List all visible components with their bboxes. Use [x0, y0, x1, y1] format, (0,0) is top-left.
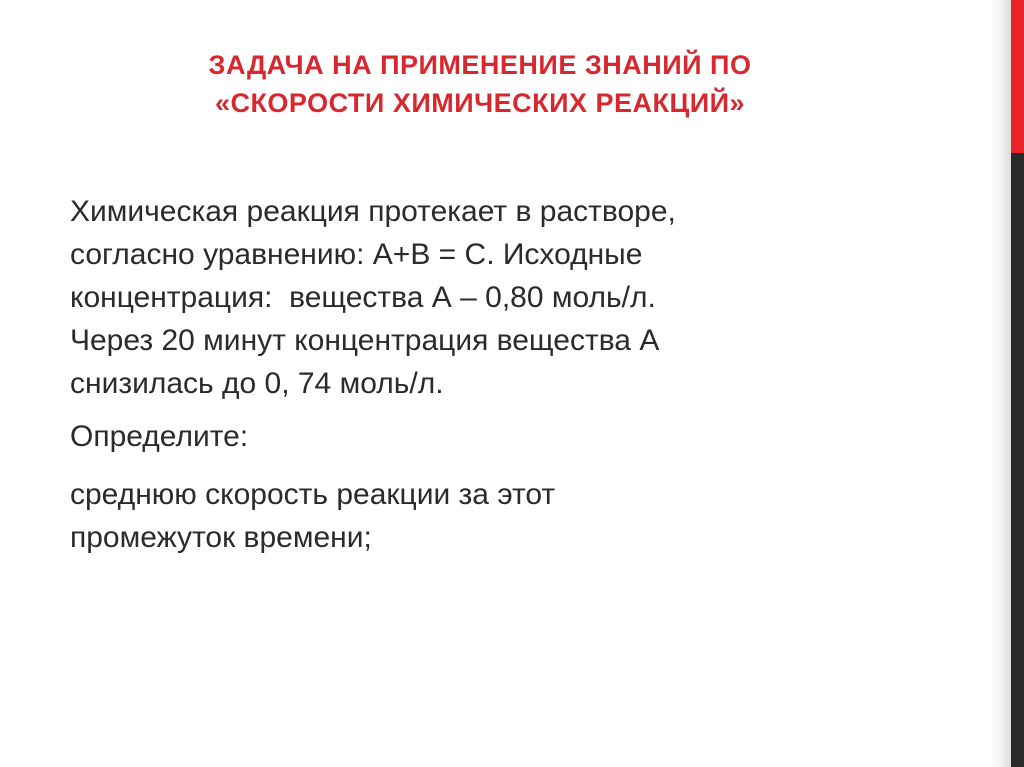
statement-line: концентрация: вещества А – 0,80 моль/л. — [70, 281, 656, 314]
slide-body — [70, 190, 910, 559]
statement-line: снизилась до 0, 74 моль/л. — [70, 367, 444, 400]
task-item-line: промежуток времени; — [70, 521, 372, 554]
statement-line: согласно уравнению: А+В = С. Исходные — [70, 238, 643, 271]
problem-statement — [70, 190, 910, 405]
task-heading — [70, 415, 910, 458]
task-heading-text: Определите: — [70, 420, 249, 453]
statement-line: Химическая реакция протекает в растворе, — [70, 195, 676, 228]
slide-title — [120, 46, 840, 122]
statement-line: Через 20 минут концентрация вещества А — [70, 324, 660, 357]
edge-dark-bar — [1011, 153, 1024, 767]
edge-accent-bar — [1011, 0, 1024, 153]
task-item — [70, 473, 910, 559]
task-item-line: среднюю скорость реакции за этот — [70, 478, 556, 511]
edge-shadow — [990, 0, 1011, 767]
title-line-1: ЗАДАЧА НА ПРИМЕНЕНИЕ ЗНАНИЙ ПО — [208, 50, 752, 80]
title-line-2: «СКОРОСТИ ХИМИЧЕСКИХ РЕАКЦИЙ» — [214, 88, 746, 118]
